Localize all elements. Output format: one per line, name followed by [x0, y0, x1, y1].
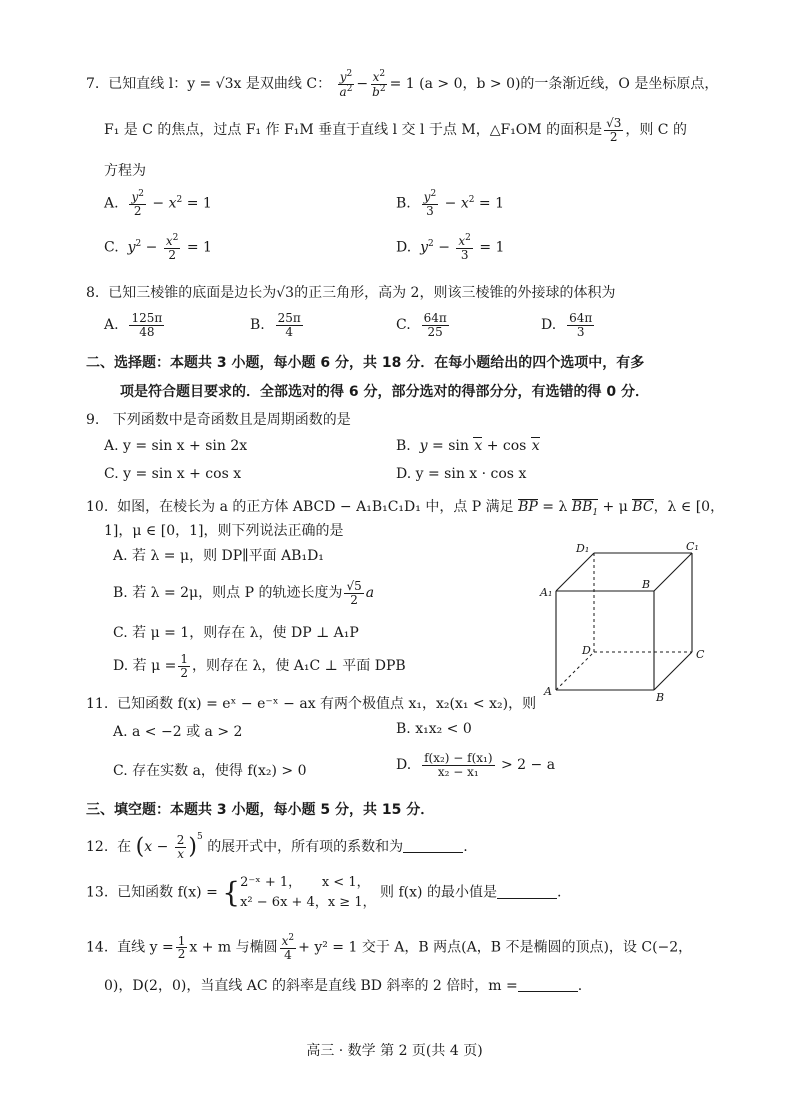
q14-line1: 14. 直线 y = $\frac{1}{2}$ x + m 与椭圆 $\frac{x^2}{4}$ + y² = 1 交于 A，B 两点(A，B 不是椭圆的顶点)，设 C(−2， — [86, 933, 693, 962]
q12: 12. 在 (x − $\frac{2}{x}$ )$^5$ 的展开式中，所有项的系数和为 . — [86, 832, 468, 861]
q7-line1: 7. 已知直线 l：y = √3x 是双曲线 C： $\frac{y^2}{a^2}$ − $\frac{x^2}{b^2}$ = 1 (a > 0，b > 0)的一条渐近线，O 是坐标原点， — [86, 69, 719, 99]
q10-option-c[interactable]: C. 若 μ = 1，则存在 λ，使 DP ⊥ A₁P — [113, 625, 359, 641]
q11-option-d[interactable]: D. $\frac{\text{f(x₂) − f(x₁)}}{\text{x₂ − x₁}}$ > 2 − a — [396, 751, 556, 779]
q8-option-d[interactable]: D. $\frac{64\pi}{3}$ — [541, 311, 593, 339]
q9-stem: 9. 下列函数中是奇函数且是周期函数的是 — [86, 412, 351, 428]
q9-option-c[interactable]: C. y = sin x + cos x — [104, 466, 242, 482]
label-b: B — [656, 691, 665, 704]
q10-option-a[interactable]: A. 若 λ = μ，则 DP∥平面 AB₁D₁ — [113, 548, 324, 564]
q11-option-b[interactable]: B. x₁x₂ < 0 — [396, 721, 472, 737]
q10-option-d[interactable]: D. 若 μ = $\frac{1}{2}$ ，则存在 λ，使 A₁C ⊥ 平面 DPB — [113, 652, 406, 680]
cube-figure — [536, 538, 716, 706]
label-a1: A₁ — [540, 586, 553, 599]
q9-option-b[interactable]: B. y = sin x + cos x — [396, 438, 540, 454]
label-c1: C₁ — [686, 540, 699, 553]
q14-line2: 0)，D(2，0)，当直线 AC 的斜率是直线 BD 斜率的 2 倍时，m = . — [104, 978, 583, 994]
q7-stem-a: 已知直线 l：y = √3x 是双曲线 C： — [108, 76, 332, 93]
q7-option-d[interactable]: D. $y^2$ − $\frac{x^2}{3}$ = 1 — [396, 233, 505, 262]
q7-stem-b: (a > 0，b > 0)的一条渐近线，O 是坐标原点， — [419, 76, 719, 93]
label-a: A — [544, 685, 552, 698]
q8-option-a[interactable]: A. $\frac{125\pi}{48}$ — [104, 311, 163, 339]
edge-b-c — [654, 652, 692, 690]
q14-answer-blank[interactable] — [518, 980, 578, 992]
q7-line3: 方程为 — [104, 163, 146, 179]
q10-line2: 1]，μ ∈ [0，1]，则下列说法正确的是 — [104, 523, 344, 539]
q9-option-d[interactable]: D. y = sin x · cos x — [396, 466, 527, 482]
label-d: D — [582, 644, 591, 657]
q11-option-a[interactable]: A. a < −2 或 a > 2 — [113, 724, 243, 740]
q12-answer-blank[interactable] — [403, 841, 463, 853]
q7-option-c[interactable]: C. $y^2$ − $\frac{x^2}{2}$ = 1 — [104, 233, 212, 262]
q8-option-b[interactable]: B. $\frac{25\pi}{4}$ — [250, 311, 301, 339]
edge-a1-d1 — [556, 553, 594, 591]
section3-heading: 三、填空题：本题共 3 小题，每小题 5 分，共 15 分． — [86, 802, 435, 818]
section2-heading: 二、选择题：本题共 3 小题，每小题 6 分，共 18 分．在每小题给出的四个选项中，有多 — [86, 355, 645, 371]
q7-hyperbola-frac1: $\frac{y^2}{a^2}$ — [339, 69, 353, 99]
edge-a-d-hidden — [556, 652, 594, 690]
q7-area-frac: $\frac{√3}{2}$ — [606, 116, 622, 144]
label-d1: D₁ — [576, 542, 590, 555]
label-c: C — [696, 648, 705, 661]
q7-line2: F₁ 是 C 的焦点，过点 F₁ 作 F₁M 垂直于直线 l 交 l 于点 M，△F₁OM 的面积是 $\frac{√3}{2}$ ，则 C 的 — [104, 116, 687, 144]
page-footer: 高三 · 数学 第 2 页(共 4 页) — [306, 1043, 483, 1059]
edge-b1-c1 — [654, 553, 692, 591]
q13-piecewise: 2⁻ˣ + 1， x < 1， x² − 6x + 4，x ≥ 1， — [240, 875, 376, 910]
q10-line1: 10. 如图，在棱长为 a 的正方体 ABCD − A₁B₁C₁D₁ 中，点 P 满足 BP = λ $BB_1 + \mu$ BC，λ ∈ [0， — [86, 499, 725, 518]
section2-heading-cont: 项是符合题目要求的．全部选对的得 6 分，部分选对的得部分分，有选错的得 0 分． — [120, 384, 649, 400]
q9-option-a[interactable]: A. y = sin x + sin 2x — [104, 438, 248, 454]
q13-answer-blank[interactable] — [497, 887, 557, 899]
q11-option-c[interactable]: C. 存在实数 a，使得 f(x₂) > 0 — [113, 763, 307, 779]
q7-hyperbola-frac2: $\frac{x^2}{b^2}$ — [372, 69, 386, 99]
q7-option-b[interactable]: B. $\frac{y^2}{3}$ − $x^2 = 1$ — [396, 189, 504, 218]
q8-option-c[interactable]: C. $\frac{64\pi}{25}$ — [396, 311, 447, 339]
q8-stem: 8. 已知三棱锥的底面是边长为√3的正三角形，高为 2，则该三棱锥的外接球的体积为 — [86, 285, 616, 301]
q7-option-a[interactable]: A. $\frac{y^2}{2}$ − $x^2 = 1$ — [104, 189, 212, 218]
q10-option-b[interactable]: B. 若 λ = 2μ，则点 P 的轨迹长度为 $\frac{√5}{2}$ a — [113, 579, 375, 607]
q13: 13. 已知函数 f(x) = { 2⁻ˣ + 1， x < 1， x² − 6x + 4，x ≥ 1， 则 f(x) 的最小值是 . — [86, 873, 561, 912]
q11-stem: 11. 已知函数 f(x) = eˣ − e⁻ˣ − ax 有两个极值点 x₁，x₂(x₁ < x₂)，则 — [86, 696, 537, 712]
label-b1: B — [642, 578, 651, 591]
